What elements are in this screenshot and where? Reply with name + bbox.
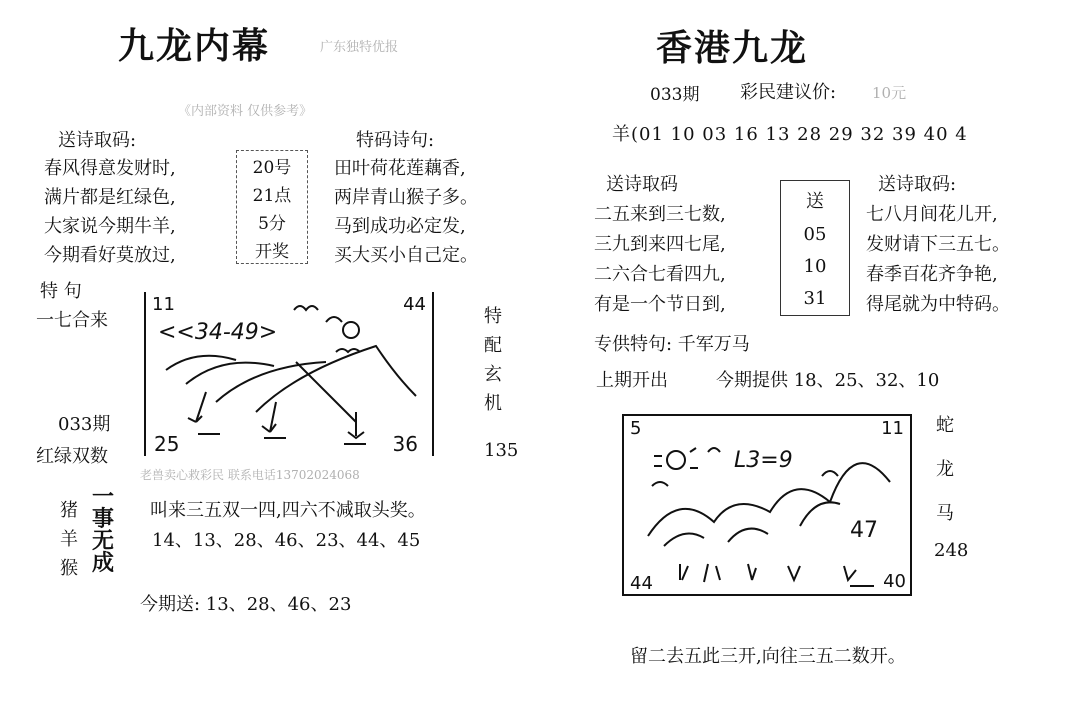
- idiom-char: 无: [92, 528, 115, 554]
- animal-char: 猪: [60, 500, 78, 521]
- left-special-phrase: 一七合来: [36, 310, 108, 331]
- sketch-note: <<34-49>: [158, 320, 278, 345]
- send-box-line: 31: [803, 288, 827, 310]
- left-side-vertical: [484, 302, 502, 418]
- sketch-corner-number: 40: [883, 571, 906, 592]
- left-send-poem-label: 送诗取码:: [58, 130, 137, 151]
- left-poem-right: [334, 154, 478, 270]
- right-poem-right: [866, 200, 1010, 320]
- side-char: 龙: [936, 459, 954, 480]
- right-sheep-line: 羊(01 10 03 16 13 28 29 32 39 40 4: [612, 124, 968, 145]
- sketch-corner-number: 11: [152, 294, 175, 315]
- poem-line: 发财请下三五七。: [866, 234, 1010, 255]
- draw-box-line: 20号: [252, 157, 292, 178]
- sketch-corner-number: 36: [392, 432, 418, 456]
- poem-line: 春风得意发财时,: [44, 158, 176, 179]
- right-send-box: [780, 180, 850, 316]
- left-sketch: [144, 292, 434, 456]
- sketch-note: L3=9: [734, 448, 793, 473]
- right-sketch-drawing: [624, 416, 910, 594]
- right-side-vertical: [936, 404, 954, 536]
- poem-line: 田叶荷花莲藕香,: [334, 158, 466, 179]
- sketch-corner-number: 44: [403, 294, 426, 315]
- right-sketch: [622, 414, 912, 596]
- left-rhyme: 叫来三五双一四,四六不减取头奖。: [150, 500, 426, 521]
- poem-line: 两岸青山猴子多。: [334, 187, 478, 208]
- right-side-number: 248: [934, 540, 969, 561]
- right-last-issue: 上期开出: [596, 370, 668, 391]
- right-title: 香港九龙: [656, 27, 809, 69]
- sketch-corner-number: 5: [630, 418, 642, 439]
- left-numbers: 14、13、28、46、23、44、45: [152, 530, 421, 551]
- draw-box-line: 5分: [258, 213, 286, 234]
- right-poem-left: [594, 200, 726, 320]
- poem-line: 大家说今期牛羊,: [44, 216, 176, 237]
- poem-line: 七八月间花儿开,: [866, 204, 998, 225]
- poem-line: 有是一个节日到,: [594, 294, 726, 315]
- animal-char: 猴: [60, 558, 78, 579]
- idiom-char: 事: [92, 506, 115, 532]
- draw-box-line: 21点: [252, 185, 292, 206]
- side-char: 特: [484, 306, 502, 327]
- right-special-phrase: 专供特句: 千军万马: [594, 334, 750, 355]
- left-special-phrase-label: 特 句: [40, 281, 82, 302]
- right-suggest-price-value: 10元: [872, 84, 907, 102]
- right-this-issue-offer: 今期提供 18、25、32、10: [716, 370, 940, 391]
- left-faint-contact: 老兽卖心救彩民 联系电话13702024068: [140, 468, 360, 482]
- right-send-poem-right-label: 送诗取码:: [878, 174, 957, 195]
- left-side-number: 135: [484, 440, 519, 461]
- side-char: 玄: [484, 364, 502, 385]
- left-title: 九龙内幕: [118, 25, 271, 67]
- left-red-green: 红绿双数: [36, 446, 108, 467]
- poem-line: 二六合七看四九,: [594, 264, 726, 285]
- send-box-line: 10: [803, 256, 827, 278]
- idiom-char: 成: [92, 550, 115, 576]
- poem-line: 今期看好莫放过,: [44, 245, 176, 266]
- right-send-poem-left-label: 送诗取码: [606, 174, 678, 195]
- right-issue: 033期: [650, 85, 700, 105]
- send-box-line: 05: [803, 223, 827, 245]
- side-char: 机: [484, 393, 502, 414]
- idiom-char: 一: [92, 484, 115, 510]
- right-suggest-price-label: 彩民建议价:: [740, 82, 837, 103]
- poem-line: 满片都是红绿色,: [44, 187, 176, 208]
- poem-line: 春季百花齐争艳,: [866, 264, 998, 285]
- side-char: 蛇: [936, 415, 954, 436]
- sketch-corner-number: 47: [850, 518, 878, 543]
- poem-line: 马到成功必定发,: [334, 216, 466, 237]
- sketch-corner-number: 11: [881, 418, 904, 439]
- right-footer: 留二去五此三开,向往三五二数开。: [630, 646, 906, 667]
- left-poem-left: [44, 154, 176, 270]
- side-char: 配: [484, 335, 502, 356]
- sketch-corner-number: 25: [154, 432, 180, 456]
- left-today-send: 今期送: 13、28、46、23: [140, 594, 352, 615]
- draw-box-line: 开奖: [255, 241, 289, 262]
- poem-line: 二五来到三七数,: [594, 204, 726, 225]
- sketch-corner-number: 44: [630, 573, 653, 594]
- left-special-poem-label: 特码诗句:: [356, 130, 435, 151]
- left-draw-time-box: [236, 150, 308, 264]
- poem-line: 买大买小自己定。: [334, 245, 478, 266]
- send-box-line: 送: [806, 190, 824, 212]
- left-issue: 033期: [58, 414, 111, 435]
- poem-line: 得尾就为中特码。: [866, 294, 1010, 315]
- left-idiom: [92, 486, 114, 574]
- side-char: 马: [936, 503, 954, 524]
- left-animals: [60, 496, 78, 583]
- left-faint-subtitle: 广东独特优报: [320, 40, 399, 55]
- left-faint-banner: 《内部资料 仅供参考》: [178, 104, 313, 119]
- animal-char: 羊: [60, 529, 78, 550]
- poem-line: 三九到来四七尾,: [594, 234, 726, 255]
